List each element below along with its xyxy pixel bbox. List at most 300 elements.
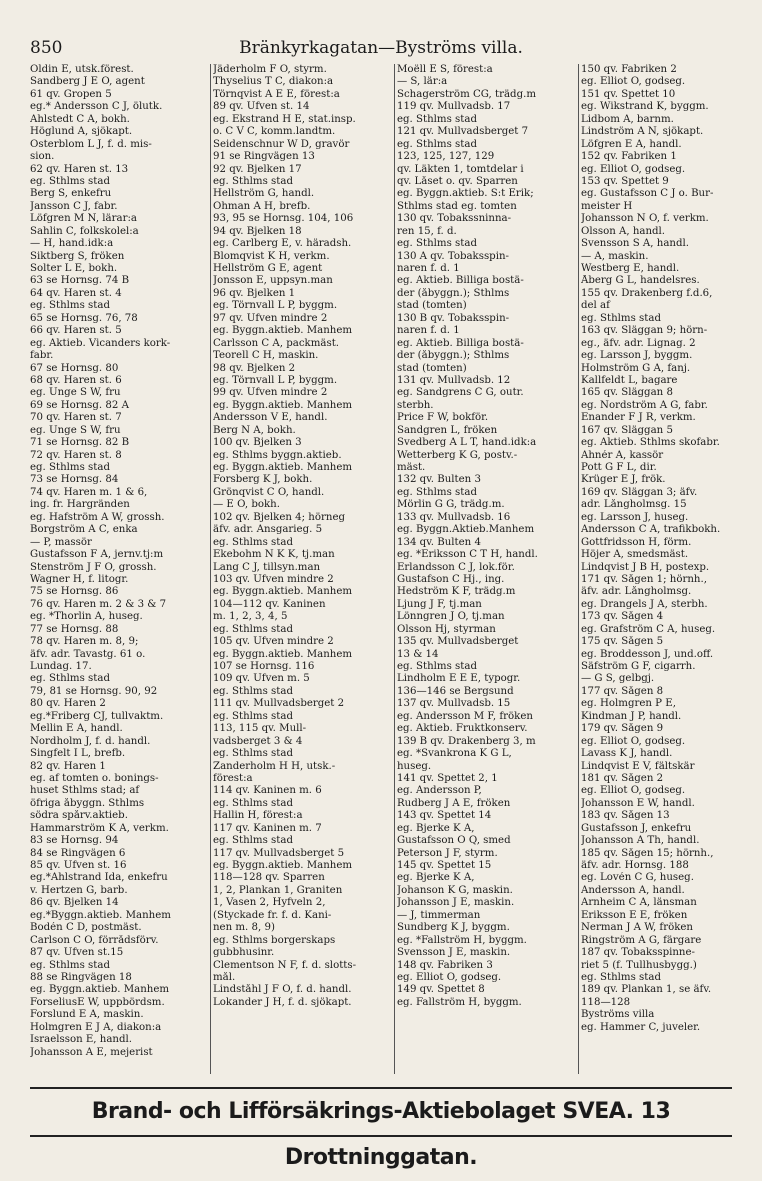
directory-line: 97 qv. Ufven mindre 2 (213, 312, 328, 324)
directory-line: förest:a (213, 772, 253, 784)
directory-line: 13 & 14 (397, 648, 439, 660)
directory-line: eg. Elliot O, godseg. (397, 971, 502, 983)
directory-line: eg. Sthlms stad (397, 138, 477, 150)
directory-line: 103 qv. Ufven mindre 2 (213, 573, 334, 585)
directory-line: Gustafsson J, enkefru (581, 822, 692, 834)
directory-line: Arnheim C A, länsman (581, 897, 697, 909)
directory-line: 171 qv. Sågen 1; hörnh., (581, 573, 707, 585)
directory-line: adr. Långholmsg. 15 (581, 499, 687, 511)
directory-line: Westberg E, handl. (581, 263, 680, 274)
directory-line: Forsberg K J, bokh. (213, 474, 313, 486)
directory-line: Clementson N F, f. d. slotts- (213, 959, 357, 971)
directory-line: 169 qv. Släggan 3; äfv. (581, 486, 698, 498)
directory-line: Berg N A, bokh. (213, 424, 296, 436)
directory-line: 68 qv. Haren st. 6 (30, 374, 122, 386)
directory-line: Seidenschnur W D, gravör (213, 138, 350, 150)
directory-line: Carlson C O, förrådsförv. (30, 934, 159, 946)
directory-line: Hammarström K A, verkm. (30, 822, 169, 834)
directory-line: 179 qv. Sågen 9 (581, 723, 664, 735)
directory-line: riet 5 (f. Tullhusbygg.) (581, 959, 697, 971)
directory-line: Johansson A E, mejerist (30, 1046, 153, 1058)
directory-line: 94 qv. Bjelken 18 (213, 225, 302, 237)
directory-line: Mörlin G G, trädg.m. (397, 499, 505, 511)
directory-line: ren 15, f. d. (397, 225, 457, 237)
directory-line: 88 se Ringvägen 18 (30, 971, 132, 983)
directory-line: meister H (581, 200, 633, 212)
directory-line: eg. Sthlms stad (30, 175, 110, 187)
directory-line: Johansson J E, maskin. (397, 897, 515, 909)
directory-line: Johansson E W, handl. (581, 797, 695, 809)
directory-line: Lönngren J O, tj.man (397, 611, 505, 623)
directory-line: Lindqvist J B H, postexp. (581, 561, 710, 573)
directory-line: 141 qv. Spettet 2, 1 (397, 772, 498, 784)
directory-line: eg. Sthlms stad (30, 300, 110, 312)
directory-line: Rudberg J A E, fröken (397, 797, 511, 809)
directory-line: 119 qv. Mullvadsb. 17 (397, 101, 511, 113)
directory-line: Solter L E, bokh. (30, 263, 118, 274)
directory-line: eg. Byggn.aktieb. Manhem (213, 586, 353, 598)
directory-line: ing. fr. Hargränden (30, 499, 130, 511)
directory-line: eg. Törnvall L P, byggm. (213, 374, 338, 386)
directory-line: 62 qv. Haren st. 13 (30, 163, 129, 175)
directory-line: Sthlms stad eg. tomten (397, 200, 517, 212)
directory-line: eg. Sthlms stad (397, 238, 477, 250)
directory-line: 135 qv. Mullvadsberget (397, 636, 519, 648)
directory-line: Österblom L J, f. d. mis- (30, 138, 152, 150)
directory-line: Ahlstedt C A, bokh. (30, 113, 130, 125)
directory-line: 109 qv. Ufven m. 5 (213, 673, 310, 685)
directory-line: Hellström G E, agent (213, 263, 323, 274)
advertisement-banner: Brand- och Lifförsäkrings-Aktiebolaget SVEA. 13 Drottninggatan. (30, 1087, 732, 1137)
directory-line: naren f. d. 1 (397, 263, 460, 274)
directory-line: 91 se Ringvägen 13 (213, 151, 315, 163)
directory-line: Sandberg J E O, agent (30, 76, 145, 88)
directory-line: v. Hertzen G, barb. (30, 884, 128, 896)
directory-line: eg. Sthlms stad (397, 486, 477, 498)
directory-line: eg. Broddesson J, und.off. (581, 648, 714, 660)
directory-line: eg. Sthlms stad (30, 673, 110, 685)
directory-line: mål. (213, 971, 236, 983)
directory-line: eg. Sthlms stad (397, 113, 477, 125)
directory-line: 1, 2, Plankan 1, Graniten (213, 884, 343, 896)
directory-line: Gustafson C Hj., ing. (397, 573, 505, 585)
directory-line: 100 qv. Bjelken 3 (213, 437, 302, 449)
directory-line: 99 qv. Ufven mindre 2 (213, 387, 328, 399)
directory-line: Forslund E A, maskin. (30, 1009, 144, 1021)
directory-line: eg. Holmgren P E, (581, 698, 676, 710)
directory-line: äfv. adr. Långholmsg. (581, 586, 692, 598)
directory-line: eg. Sthlms stad (397, 661, 477, 672)
directory-line: Teorell C H, maskin. (213, 350, 319, 362)
directory-line: 74 qv. Haren m. 1 & 6, (30, 486, 148, 498)
directory-line: ForseliusE W, uppbördsm. (30, 996, 165, 1008)
directory-line: 173 qv. Sågen 4 (581, 611, 664, 623)
directory-line: 87 qv. Ufven st.15 (30, 947, 124, 959)
directory-line: Singfelt I L, brefb. (30, 748, 126, 760)
directory-line: 80 qv. Haren 2 (30, 698, 106, 710)
directory-line: eg. Byggn.aktieb. Manhem (213, 860, 353, 871)
directory-line: 69 se Hornsg. 82 A (30, 399, 129, 411)
directory-line: eg. Sthlms stad (213, 797, 293, 809)
directory-line: Andersson C A, trafikbokh. (581, 524, 721, 536)
directory-line: 79, 81 se Hornsg. 90, 92 (30, 685, 158, 697)
directory-line: Nerman J A W, fröken (581, 922, 693, 934)
directory-line: 76 qv. Haren m. 2 & 3 & 7 (30, 598, 167, 610)
directory-line: Höjer A, smedsmäst. (581, 549, 689, 561)
directory-line: Krüger E J, frök. (581, 474, 666, 486)
directory-line: eg. Hafström A W, grossh. (30, 511, 165, 523)
directory-line: äfv. adr. Tavastg. 61 o. (30, 648, 146, 660)
directory-line: Lindqvist E V, fältskär (581, 760, 695, 772)
column-4 (581, 64, 759, 1074)
directory-line: eg. Sthlms stad (213, 536, 293, 548)
directory-line: eg. Sthlms borgerskaps (213, 934, 336, 946)
directory-line: eg. Sthlms stad (581, 971, 661, 983)
directory-line: eg.*Friberg CJ, tullvaktm. (30, 710, 164, 722)
directory-line: eg. Sthlms stad (213, 835, 293, 847)
directory-line: Stenström J F O, grossh. (30, 561, 157, 573)
directory-line: 114 qv. Kaninen m. 6 (213, 785, 322, 797)
directory-line: 96 qv. Bjelken 1 (213, 287, 296, 299)
directory-line: Carlsson C A, packmäst. (213, 337, 340, 349)
directory-line: eg. Bjerke K A, (397, 822, 475, 834)
directory-line: eg. Carlberg E, v. häradsh. (213, 238, 352, 250)
directory-line: 163 qv. Släggan 9; hörn- (581, 325, 708, 337)
directory-line: 136—146 se Bergsund (397, 685, 514, 697)
directory-line: 102 qv. Bjelken 4; hörneg (213, 511, 345, 523)
directory-line: Lundag. 17. (30, 661, 92, 672)
directory-line: eg. Sthlms stad (213, 175, 293, 187)
directory-line: Ekebohm N K K, tj.man (213, 549, 335, 561)
directory-line: 165 qv. Släggan 8 (581, 387, 673, 399)
directory-line: Säfström G F, cigarrh. (581, 661, 696, 672)
page-header (30, 38, 732, 60)
directory-line: 98 qv. Bjelken 2 (213, 362, 296, 374)
directory-line: 149 qv. Spettet 8 (397, 984, 485, 996)
directory-line: eg. Fallström H, byggm. (397, 996, 522, 1008)
directory-line: Lang C J, tillsyn.man (213, 561, 321, 573)
directory-line: 70 qv. Haren st. 7 (30, 412, 122, 424)
directory-line: 64 qv. Haren st. 4 (30, 287, 122, 299)
directory-line: eg. Unge S W, fru (30, 424, 121, 436)
column-1 (30, 64, 208, 1074)
directory-line: Lidbom A, barnm. (581, 113, 674, 125)
directory-line: 89 qv. Ufven st. 14 (213, 101, 310, 113)
directory-line: o. C V C, komm.landtm. (213, 126, 336, 138)
column-divider (210, 64, 211, 1074)
directory-line: Johansson A Th, handl. (581, 835, 700, 847)
directory-line: Sundberg K J, byggm. (397, 922, 510, 934)
directory-line: eg. Elliot O, godseg. (581, 785, 686, 797)
directory-line: 113, 115 qv. Mull- (213, 723, 307, 735)
directory-line: Sandgren L, fröken (397, 424, 498, 436)
directory-line: Svensson J E, maskin. (397, 947, 511, 959)
directory-line: eg.*Ahlstrand Ida, enkefru (30, 872, 168, 884)
directory-line: 72 qv. Haren st. 8 (30, 449, 122, 461)
directory-line: Nordholm J, f. d. handl. (30, 735, 151, 747)
directory-line: eg. Larsson J, byggm. (581, 350, 693, 362)
directory-line: Eriksson E E, fröken (581, 909, 688, 921)
column-divider (578, 64, 579, 1074)
directory-line: 104—112 qv. Kaninen (213, 598, 326, 610)
directory-line: Oldin E, utsk.förest. (30, 64, 134, 75)
directory-line: 83 se Hornsg. 94 (30, 835, 119, 847)
directory-line: Olsson A, handl. (581, 225, 666, 237)
directory-line: 75 se Hornsg. 86 (30, 586, 119, 598)
directory-line: — H, hand.idk:a (30, 238, 114, 250)
directory-line: Lavass K J, handl. (581, 748, 673, 760)
directory-line: Pott G F L, dir. (581, 462, 657, 473)
directory-line: Sahlin C, folkskolel:a (30, 225, 139, 237)
directory-line: Mellin E A, handl. (30, 723, 123, 735)
directory-line: Jonsson E, uppsyn.man (213, 275, 333, 287)
running-head: Bränkyrkagatan—Byströms villa. (239, 38, 523, 58)
directory-line: södra spårv.aktieb. (30, 810, 128, 822)
directory-line: 139 B qv. Drakenberg 3, m (397, 735, 536, 747)
directory-line: eg. *Svankrona K G L, (397, 748, 512, 760)
directory-line: Svedberg A L T, hand.idk:a (397, 437, 537, 449)
directory-line: Hallin H, förest:a (213, 810, 303, 822)
directory-line: Öhman A H, brefb. (213, 200, 311, 212)
directory-line: eg. Aktieb. Vicanders kork- (30, 337, 171, 349)
directory-line: Jäderholm F O, styrm. (213, 64, 327, 75)
directory-line: m. 1, 2, 3, 4, 5 (213, 611, 288, 623)
directory-line: 71 se Hornsg. 82 B (30, 437, 130, 449)
directory-line: Price F W, bokför. (397, 412, 489, 424)
directory-line: Johansson N O, f. verkm. (581, 213, 709, 225)
directory-line: Jansson C J, fabr. (30, 200, 118, 212)
page-number: 850 (30, 38, 63, 58)
directory-line: Svensson S A, handl. (581, 238, 689, 250)
directory-line: — S, lär:a (397, 76, 448, 88)
directory-line: fabr. (30, 350, 54, 362)
directory-line: 183 qv. Sågen 13 (581, 810, 670, 822)
directory-line: 155 qv. Drakenberg f.d.6, (581, 287, 713, 299)
directory-line: 151 qv. Spettet 10 (581, 88, 676, 100)
directory-line: eg. Lovén C G, huseg. (581, 872, 694, 884)
directory-line: eg. Andersson P, (397, 785, 482, 797)
directory-line: 177 qv. Sågen 8 (581, 685, 664, 697)
directory-line: der (åbyggn.); Sthlms (397, 287, 510, 299)
directory-line: Kindman J P, handl. (581, 710, 682, 722)
directory-line: Andersson A, handl. (581, 884, 685, 896)
directory-line: eg. Sthlms stad (213, 685, 293, 697)
directory-line: Gustafsson O Q, smed (397, 835, 511, 847)
directory-line: 133 qv. Mullvadsb. 16 (397, 511, 511, 523)
directory-line: 175 qv. Sågen 5 (581, 636, 664, 648)
directory-line: 111 qv. Mullvadsberget 2 (213, 698, 345, 710)
directory-line: Holmström G A, fanj. (581, 362, 691, 374)
directory-line: Johanson K G, maskin. (397, 884, 513, 896)
directory-line: eg. Sthlms stad (213, 710, 293, 722)
directory-line: 153 qv. Spettet 9 (581, 175, 669, 187)
directory-line: Blomqvist K H, verkm. (213, 250, 330, 262)
directory-line: eg. Byggn.aktieb. Manhem (30, 984, 170, 996)
directory-line: eg. Elliot O, godseg. (581, 735, 686, 747)
directory-line: — G S, gelbgj. (581, 673, 655, 685)
directory-line: — J, timmerman (397, 909, 481, 921)
directory-line: eg. Sthlms stad (581, 312, 661, 324)
directory-line: 73 se Hornsg. 84 (30, 474, 119, 486)
directory-line: Schagerström CG, trädg.m (397, 88, 536, 100)
directory-line: eg. Larsson J, huseg. (581, 511, 689, 523)
column-2 (213, 64, 391, 1074)
directory-line: 145 qv. Spettet 15 (397, 860, 492, 871)
directory-line: eg. *Eriksson C T H, handl. (397, 549, 538, 561)
directory-line: eg. Ekstrand H E, stat.insp. (213, 113, 356, 125)
directory-line: 77 se Hornsg. 88 (30, 623, 119, 635)
directory-line: 92 qv. Bjelken 17 (213, 163, 302, 175)
directory-line: 63 se Hornsg. 74 B (30, 275, 130, 287)
directory-line: Kallfeldt L, bagare (581, 374, 678, 386)
directory-line: Lindholm E E E, typogr. (397, 673, 521, 685)
directory-line: Gottfridsson H, förm. (581, 536, 692, 548)
directory-line: Lindståhl J F O, f. d. handl. (213, 984, 352, 996)
directory-line: del af (581, 300, 610, 312)
directory-line: 107 se Hornsg. 116 (213, 661, 315, 672)
directory-line: Siktberg S, fröken (30, 250, 125, 262)
directory-line: 67 se Hornsg. 80 (30, 362, 119, 374)
directory-line: eg.*Byggn.aktieb. Manhem (30, 909, 171, 921)
directory-line: 86 qv. Bjelken 14 (30, 897, 119, 909)
directory-line: 185 qv. Sågen 15; hörnh., (581, 847, 714, 859)
directory-line: 82 qv. Haren 1 (30, 760, 106, 772)
directory-line: 134 qv. Bulten 4 (397, 536, 481, 548)
directory-line: eg. Byggn.Aktieb.Manhem (397, 524, 535, 536)
directory-line: 148 qv. Fabriken 3 (397, 959, 493, 971)
directory-line: eg. Aktieb. Sthlms skofabr. (581, 437, 720, 449)
directory-line: eg. Drangels J A, sterbh. (581, 598, 708, 610)
directory-line: Ahnér A, kassör (581, 449, 664, 461)
directory-line: eg., äfv. adr. Lignag. 2 (581, 337, 696, 349)
directory-line: vadsberget 3 & 4 (213, 735, 303, 747)
directory-line: — P, massör (30, 536, 92, 548)
directory-line: 84 se Ringvägen 6 (30, 847, 126, 859)
directory-line: Löfgren M N, lärar:a (30, 213, 137, 225)
directory-line: Wagner H, f. litogr. (30, 573, 129, 585)
directory-line: Holmgren E J A, diakon:a (30, 1021, 162, 1033)
directory-line: 93, 95 se Hornsg. 104, 106 (213, 213, 354, 225)
directory-line: 118—128 (581, 996, 631, 1008)
directory-line: eg. Gustafsson C J o. Bur- (581, 188, 714, 200)
directory-line: öfriga åbyggn. Sthlms (30, 797, 145, 809)
directory-line: eg. Bjerke K A, (397, 872, 475, 884)
directory-line: eg. Aktieb. Fruktkonserv. (397, 723, 528, 735)
directory-line: Erlandsson C J, lok.för. (397, 561, 515, 573)
directory-line: 131 qv. Mullvadsb. 12 (397, 374, 511, 386)
directory-line: Gustafsson F A, jernv.tj:m (30, 549, 164, 561)
column-3 (397, 64, 575, 1074)
directory-line: eg. Byggn.aktieb. Manhem (213, 648, 353, 660)
directory-line: eg. Elliot O, godseg. (581, 76, 686, 88)
directory-line: eg. Sthlms stad (30, 462, 110, 473)
directory-line: 143 qv. Spettet 14 (397, 810, 492, 822)
directory-line: Olsson Hj, styrman (397, 623, 496, 635)
directory-line: Wetterberg K G, postv.- (397, 449, 518, 461)
directory-line: eg. Aktieb. Billiga bostä- (397, 337, 524, 349)
directory-line: eg. Nordström A G, fabr. (581, 399, 708, 411)
directory-line: 65 se Hornsg. 76, 78 (30, 312, 138, 324)
directory-line: Israelsson E, handl. (30, 1034, 132, 1046)
directory-line: Byströms villa (581, 1009, 655, 1021)
directory-line: 118—128 qv. Sparren (213, 872, 325, 884)
directory-line: Lokander J H, f. d. sjökapt. (213, 996, 352, 1008)
directory-line: Andersson V E, handl. (213, 412, 328, 424)
directory-line: 121 qv. Mullvadsberget 7 (397, 126, 529, 138)
directory-line: eg.* Andersson C J, ölutk. (30, 101, 163, 113)
directory-line: eg. Aktieb. Billiga bostä- (397, 275, 524, 287)
directory-line: 123, 125, 127, 129 (397, 151, 495, 163)
directory-line: 66 qv. Haren st. 5 (30, 325, 122, 337)
directory-line: Åberg G L, handelsres. (581, 275, 700, 287)
directory-line: eg. Byggn.aktieb. Manhem (213, 462, 353, 473)
directory-line: 105 qv. Ufven mindre 2 (213, 636, 334, 648)
directory-line: 152 qv. Fabriken 1 (581, 151, 677, 163)
directory-line: 187 qv. Tobaksspinne- (581, 947, 695, 959)
directory-line: eg. Sthlms stad (30, 959, 110, 971)
directory-line: — E O, bokh. (213, 499, 280, 511)
directory-line: Zanderholm H H, utsk.- (213, 760, 336, 772)
directory-line: (Styckade fr. f. d. Kani- (213, 909, 332, 921)
directory-line: mäst. (397, 462, 426, 473)
directory-line: 85 qv. Ufven st. 16 (30, 860, 127, 871)
directory-line: eg. Sthlms stad (213, 623, 293, 635)
directory-line: 130 qv. Tobakssninna- (397, 213, 512, 225)
directory-line: eg. Byggn.aktieb. S:t Erik; (397, 188, 534, 200)
directory-line: eg. Sthlms byggn.aktieb. (213, 449, 342, 461)
directory-line: Hellström G, handl. (213, 188, 315, 200)
directory-line: qv. Låset o. qv. Sparren (397, 175, 518, 187)
directory-line: eg. *Thorlin A, huseg. (30, 611, 143, 623)
directory-line: eg. Törnvall L P, byggm. (213, 300, 338, 312)
directory-line: Hedström K F, trädg.m (397, 586, 516, 598)
directory-line: gubbhusinr. (213, 947, 275, 959)
directory-line: Thyselius T C, diakon:a (213, 76, 334, 88)
directory-line: naren f. d. 1 (397, 325, 460, 337)
directory-line: huset Sthlms stad; af (30, 785, 140, 797)
directory-line: Ringström A G, färgare (581, 934, 702, 946)
directory-line: eg. Sthlms stad (213, 748, 293, 760)
directory-line: — A, maskin. (581, 250, 649, 262)
directory-line: Höglund A, sjökapt. (30, 126, 133, 138)
directory-line: eg. Byggn.aktieb. Manhem (213, 399, 353, 411)
directory-line: huseg. (397, 760, 432, 772)
directory-line: 150 qv. Fabriken 2 (581, 64, 677, 75)
directory-line: Löfgren E A, handl. (581, 138, 682, 150)
directory-line: eg. Grafström C A, huseg. (581, 623, 716, 635)
directory-line: Törnqvist A E E, förest:a (213, 88, 340, 100)
directory-line: Grönqvist C O, handl. (213, 486, 325, 498)
directory-line: Berg S, enkefru (30, 188, 112, 200)
directory-line: 132 qv. Bulten 3 (397, 474, 481, 486)
directory-line: äfv. adr. Hornsg. 188 (581, 860, 689, 871)
directory-line: 130 A qv. Tobaksspin- (397, 250, 509, 262)
directory-line: eg. *Fallström H, byggm. (397, 934, 527, 946)
directory-line: äfv. adr. Ansgarieg. 5 (213, 524, 323, 536)
directory-line: eg. af tomten o. bonings- (30, 772, 159, 784)
directory-line: Enander F J R, verkm. (581, 412, 696, 424)
directory-line: eg. Unge S W, fru (30, 387, 121, 399)
directory-line: Bodén C D, postmäst. (30, 922, 142, 934)
directory-line: eg. Hammer C, juveler. (581, 1021, 701, 1033)
directory-line: eg. Elliot O, godseg. (581, 163, 686, 175)
directory-line: 189 qv. Plankan 1, se äfv. (581, 984, 712, 996)
directory-line: sion. (30, 151, 55, 163)
directory-line: 1, Vasen 2, Hyfveln 2, (213, 897, 326, 909)
directory-line: eg. Andersson M F, fröken (397, 710, 533, 722)
directory-line: 137 qv. Mullvadsb. 15 (397, 698, 511, 710)
directory-line: Peterson J F, styrm. (397, 847, 498, 859)
